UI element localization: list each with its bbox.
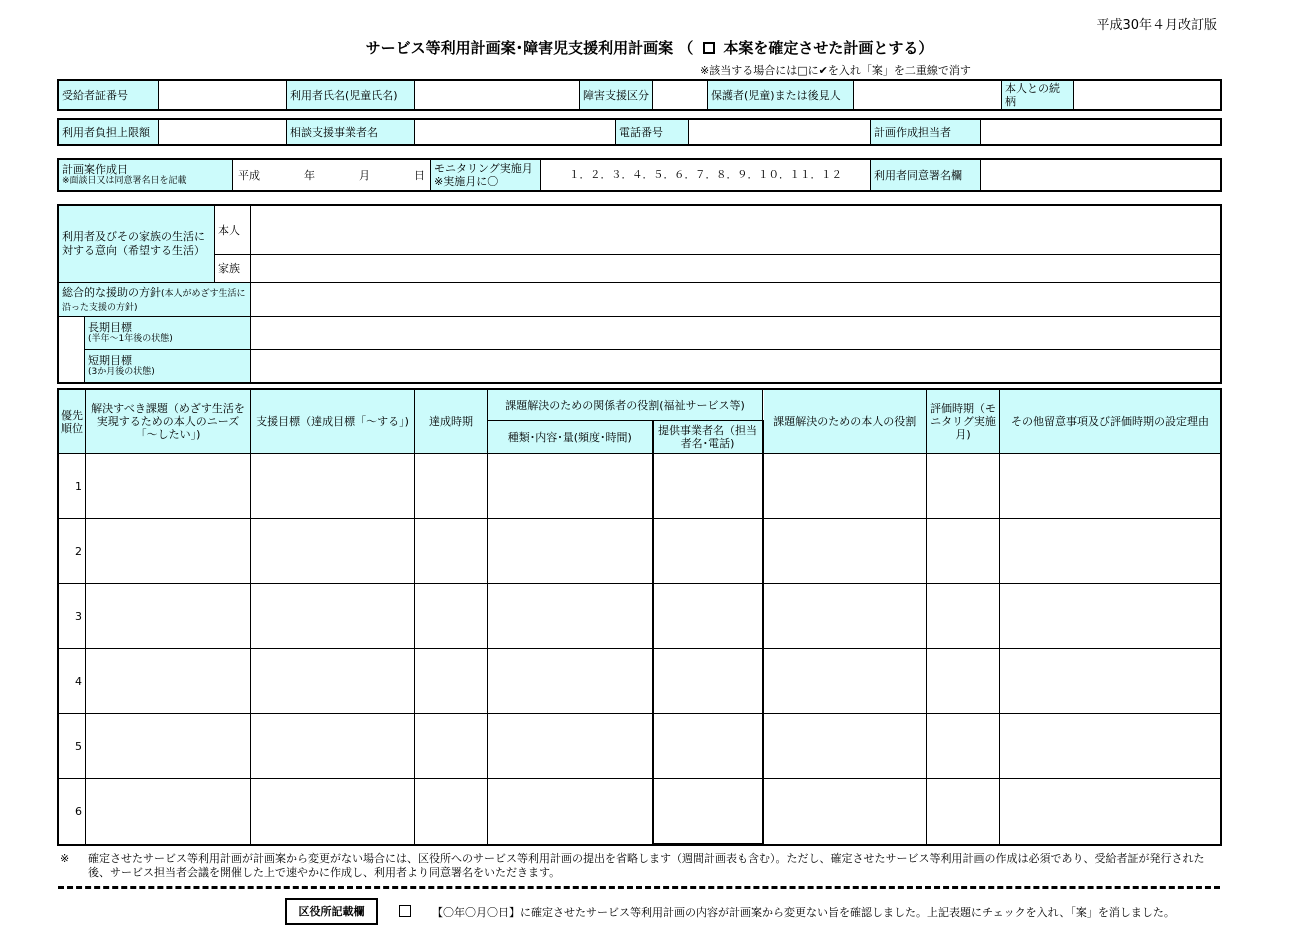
row-number: 4 [59,649,86,714]
policy-field[interactable] [251,283,1221,317]
other-cell[interactable] [1000,519,1221,584]
cert-no-field[interactable] [159,81,287,110]
service-type-cell[interactable] [488,649,653,714]
office-label: 区役所記載欄 [285,898,378,925]
other-header: その他留意事項及び評価時期の設定理由 [1000,390,1221,454]
short-goal-label: 短期目標 [88,354,132,367]
monitoring-label-cell [431,160,541,191]
policy-label-cell [59,283,251,317]
title-note: ※該当する場合には□に✔を入れ「案」を二重線で消す [700,64,971,77]
plan-row [59,519,1221,584]
row-number: 1 [59,454,86,519]
period-cell[interactable] [415,779,488,844]
eval-cell[interactable] [927,519,1000,584]
needs-cell[interactable] [86,779,251,844]
other-cell[interactable] [1000,454,1221,519]
needs-header: 解決すべき課題（めざす生活を実現するための本人のニーズ 「～したい」) [86,390,251,454]
roles-header: 課題解決のための関係者の役割(福祉サービス等) [488,390,763,421]
long-goal-field[interactable] [251,317,1221,350]
disability-level-field[interactable] [653,81,708,110]
service-type-cell[interactable] [488,584,653,649]
planner-label: 計画作成担当者 [871,120,981,145]
self-role-cell[interactable] [763,454,927,519]
needs-cell[interactable] [86,649,251,714]
period-header: 達成時期 [415,390,488,454]
provider-cell[interactable] [653,779,763,844]
office-text: 【〇年〇月〇日】に確定させたサービス等利用計画の内容が計画案から変更ない旨を確認しました。上記表題にチェックを入れ、「案」を消しました。 [432,906,1175,919]
cut-line [58,886,1220,889]
confirm-checkbox[interactable] [703,42,715,54]
other-cell[interactable] [1000,779,1221,844]
eval-header: 評価時期（モニタリグ実施月) [927,390,1000,454]
eval-cell[interactable] [927,714,1000,779]
support-goal-cell[interactable] [251,454,415,519]
footnote-text: 確定させたサービス等利用計画が計画案から変更がない場合には、区役所へのサービス等利用計画の提出を省略します（週間計画表も含む）。ただし、確定させたサービス等利用計画の作成は必須であり、受給者証が発行された後、サービス担当者会議を開催した上で速やかに作成し、利用者より同意署名をいただきます。 [88,852,1205,879]
monitoring-note: ※実施月に〇 [434,175,499,188]
title-confirm: 本案を確定させた計画とする） [723,39,934,57]
provider-cell[interactable] [653,584,763,649]
self-role-cell[interactable] [763,584,927,649]
footnote [62,852,1222,880]
self-role-cell[interactable] [763,779,927,844]
intent-label: 利用者及びその家族の生活に対する意向（希望する生活） [59,206,215,283]
service-type-cell[interactable] [488,714,653,779]
title-main: サービス等利用計画案･障害児支援利用計画案 [365,39,674,57]
plan-row [59,649,1221,714]
consent-label: 利用者同意署名欄 [871,160,981,191]
other-cell[interactable] [1000,714,1221,779]
support-goal-cell[interactable] [251,584,415,649]
user-name-label: 利用者氏名(児童氏名) [287,81,415,110]
title-open: （ [678,39,694,57]
other-cell[interactable] [1000,649,1221,714]
provider-cell[interactable] [653,519,763,584]
disability-level-label: 障害支援区分 [580,81,653,110]
plan-date-label: 計画案作成日 [62,163,128,176]
period-cell[interactable] [415,454,488,519]
support-goal-header: 支援目標（達成目標「～する」) [251,390,415,454]
long-goal-note: (半年～1年後の状態) [88,334,173,344]
eval-cell[interactable] [927,584,1000,649]
plan-row [59,584,1221,649]
row-number: 6 [59,779,86,844]
provider-header: 提供事業者名（担当者名･電話) [653,421,763,454]
policy-label: 総合的な援助の方針 [62,285,161,299]
plan-table [58,389,1221,845]
self-role-cell[interactable] [763,519,927,584]
plan-row [59,779,1221,844]
policy-note: (本人がめざす生活に沿った支援の方針) [62,288,246,313]
long-goal-label: 長期目標 [88,321,132,334]
period-cell[interactable] [415,649,488,714]
support-goal-cell[interactable] [251,714,415,779]
version-label: 平成30年４月改訂版 [1096,18,1217,33]
priority-header: 優先順位 [59,390,86,454]
needs-cell[interactable] [86,454,251,519]
intent-table [58,205,1221,383]
row-number: 5 [59,714,86,779]
consult-office-field[interactable] [415,120,616,145]
phone-field[interactable] [689,120,871,145]
date-era: 平成 [238,168,260,182]
guardian-field[interactable] [854,81,1002,110]
plan-date-label-cell [59,160,233,191]
short-goal-field[interactable] [251,350,1221,383]
info-row-3 [58,159,1221,191]
cost-limit-label: 利用者負担上限額 [59,120,159,145]
plan-row [59,714,1221,779]
date-month: 月 [359,168,370,182]
plan-row [59,454,1221,519]
cost-limit-field[interactable] [159,120,287,145]
provider-cell[interactable] [653,649,763,714]
intent-self-label: 本人 [215,206,251,255]
service-type-cell[interactable] [488,519,653,584]
service-type-cell[interactable] [488,454,653,519]
intent-self-field[interactable] [251,206,1221,255]
support-goal-cell[interactable] [251,779,415,844]
info-row-2 [58,119,1221,145]
other-cell[interactable] [1000,584,1221,649]
long-goal-cell [85,317,251,350]
eval-cell[interactable] [927,454,1000,519]
planner-field[interactable] [981,120,1221,145]
plan-date-note: ※面談日又は同意署名日を記載 [62,176,187,186]
self-role-cell[interactable] [763,649,927,714]
support-goal-cell[interactable] [251,519,415,584]
monitoring-label: モニタリング実施月 [434,162,533,175]
plan-date-field[interactable] [233,160,431,191]
period-cell[interactable] [415,714,488,779]
support-goal-cell[interactable] [251,649,415,714]
footnote-mark: ※ [60,852,70,865]
short-goal-cell [85,350,251,383]
guardian-label: 保護者(児童)または後見人 [708,81,854,110]
service-type-header: 種類･内容･量(頻度･時間) [488,421,653,454]
row-number: 3 [59,584,86,649]
indent-spacer [59,350,85,383]
eval-cell[interactable] [927,649,1000,714]
date-day: 日 [414,168,425,182]
needs-cell[interactable] [86,714,251,779]
relation-field[interactable] [1074,81,1221,110]
consult-office-label: 相談支援事業者名 [287,120,415,145]
cert-no-label: 受給者証番号 [59,81,159,110]
eval-cell[interactable] [927,779,1000,844]
info-row-1 [58,80,1221,110]
provider-cell[interactable] [653,454,763,519]
office-checkbox[interactable] [399,905,411,917]
intent-family-field[interactable] [251,255,1221,283]
relation-label: 本人との続柄 [1002,81,1074,110]
provider-cell[interactable] [653,714,763,779]
period-cell[interactable] [415,584,488,649]
self-role-cell[interactable] [763,714,927,779]
short-goal-note: (3か月後の状態) [88,367,155,377]
date-year: 年 [304,168,315,182]
intent-family-label: 家族 [215,255,251,283]
consent-field[interactable] [981,160,1221,191]
document-title [0,37,1299,58]
period-cell[interactable] [415,519,488,584]
self-role-header: 課題解決のための本人の役割 [763,390,927,454]
indent-spacer [59,317,85,350]
user-name-field[interactable] [415,81,580,110]
row-number: 2 [59,519,86,584]
needs-cell[interactable] [86,584,251,649]
phone-label: 電話番号 [616,120,689,145]
service-type-cell[interactable] [488,779,653,844]
needs-cell[interactable] [86,519,251,584]
monitoring-months[interactable]: １．２．３．４．５．６．７．８．９．１０．１１．１２ [541,160,871,191]
